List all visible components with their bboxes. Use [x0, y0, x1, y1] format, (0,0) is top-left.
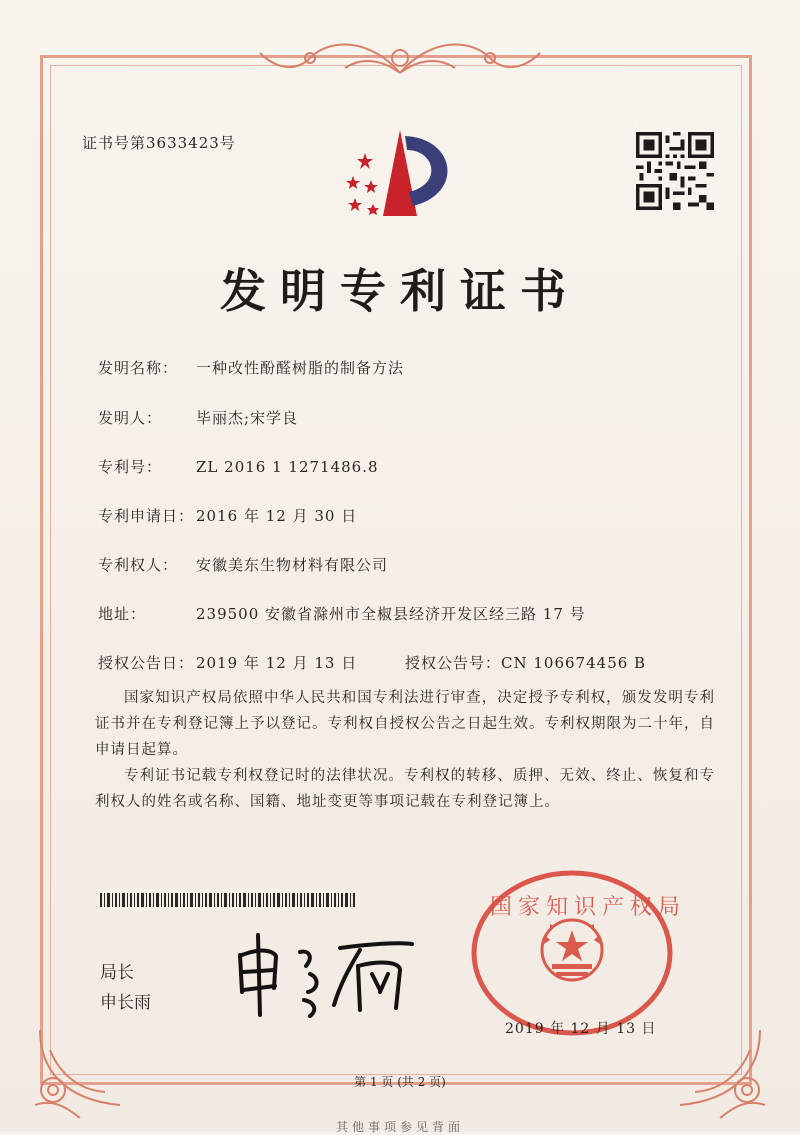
- grant-number-label: 授权公告号：: [405, 654, 502, 672]
- address-label: 地址：: [98, 605, 147, 623]
- field-patentee: [98, 554, 388, 575]
- qr-code-icon: [636, 132, 714, 210]
- patentee-label: 专利权人：: [98, 556, 179, 574]
- field-address: [98, 603, 586, 624]
- cnipa-logo-icon: [335, 118, 465, 233]
- page-number: 第 1 页 (共 2 页): [354, 1075, 446, 1089]
- filing-date-label: 专利申请日：: [98, 507, 195, 525]
- top-ornament: [250, 28, 550, 88]
- inventor-label: 发明人：: [98, 409, 163, 427]
- patent-number-value: ZL 2016 1 1271486.8: [196, 458, 379, 476]
- director-name: 申长雨: [100, 993, 151, 1013]
- seal-text: 国家知识产权局: [490, 895, 687, 920]
- field-inventor: [98, 407, 298, 428]
- body-paragraph-1: 国家知识产权局依照中华人民共和国专利法进行审查，决定授予专利权，颁发发明专利证书并在专利登记簿上予以登记。专利权自授权公告之日起生效。专利权期限为二十年，自申请日起算。: [95, 690, 715, 758]
- handwritten-signature: [230, 930, 420, 1020]
- patent-number-label: 专利号：: [98, 458, 163, 476]
- grant-number-value: CN 106674456 B: [501, 654, 647, 672]
- inventor-value: 毕丽杰;宋学良: [196, 409, 299, 427]
- field-patent-number: [98, 456, 379, 477]
- corner-ornament-bottom-right: [665, 1010, 775, 1120]
- director-title: 局长: [100, 963, 134, 983]
- patentee-value: 安徽美东生物材料有限公司: [196, 556, 389, 574]
- invention-name-label: 发明名称：: [98, 359, 179, 377]
- filing-date-value: 2016 年 12 月 30 日: [196, 507, 358, 525]
- grant-date-value: 2019 年 12 月 13 日: [196, 654, 358, 672]
- body-paragraph-2: 专利证书记载专利权登记时的法律状况。专利权的转移、质押、无效、终止、恢复和专利权人的姓名或名称、国籍、地址变更等事项记载在专利登记簿上。: [95, 768, 715, 810]
- field-filing-date: [98, 505, 357, 526]
- certificate-title: 发明专利证书: [220, 264, 580, 318]
- grant-date-label: 授权公告日：: [98, 654, 195, 672]
- field-grant-number: [405, 652, 646, 673]
- corner-ornament-bottom-left: [25, 1010, 135, 1120]
- address-value: 239500 安徽省滁州市全椒县经济开发区经三路 17 号: [196, 605, 586, 623]
- certificate-number: 证书号第3633423号: [82, 134, 236, 152]
- invention-name-value: 一种改性酚醛树脂的制备方法: [196, 359, 405, 377]
- bottom-note: 其他事项参见背面: [335, 1120, 464, 1134]
- field-grant-date: [98, 652, 357, 673]
- seal-date: 2019 年 12 月 13 日: [505, 1021, 657, 1037]
- field-invention-name: [98, 357, 404, 378]
- barcode-icon: [100, 893, 355, 907]
